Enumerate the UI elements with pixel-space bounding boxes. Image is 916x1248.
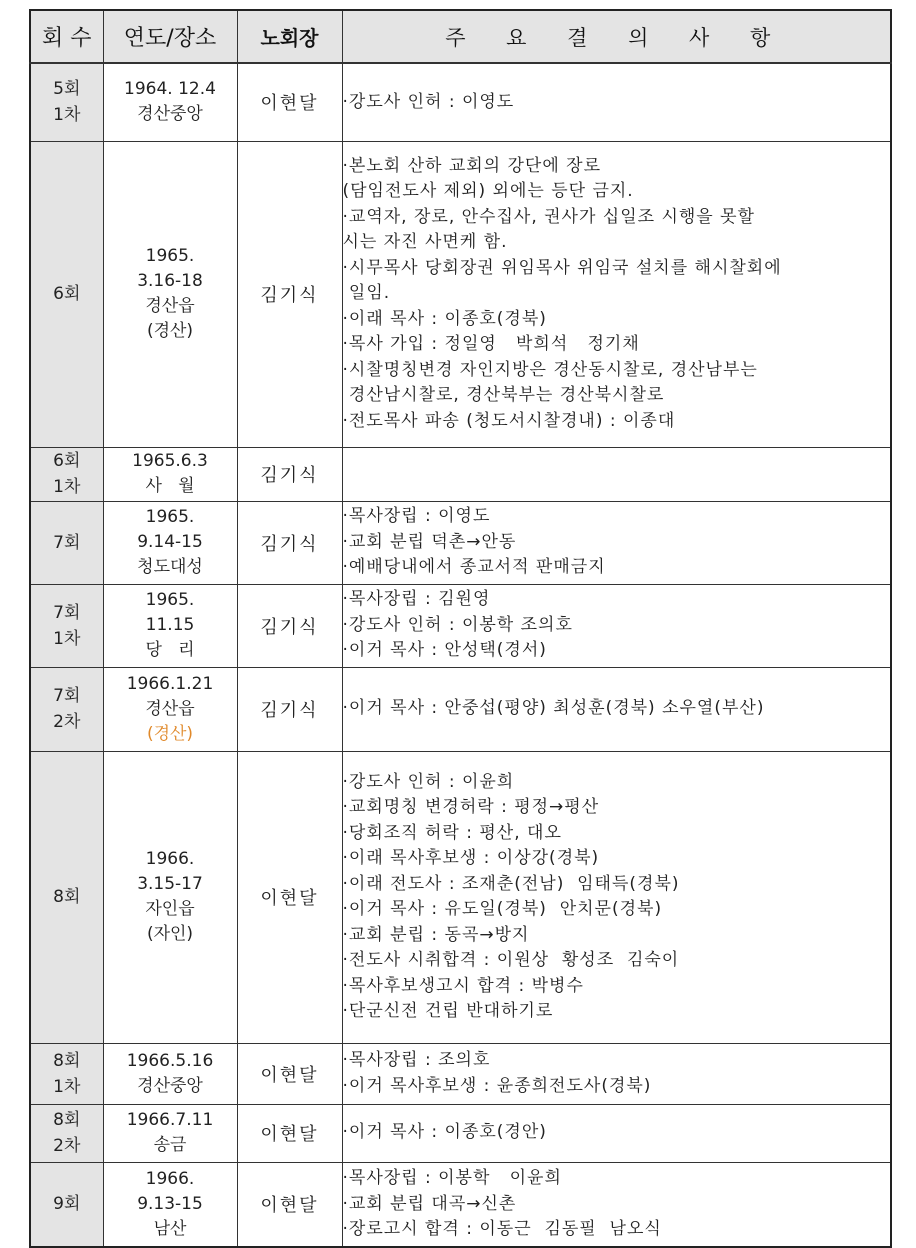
session-sub: 1차 xyxy=(53,628,81,649)
host-cell: 김기식 xyxy=(237,667,342,751)
decision-item: ·장로고시 합격 : 이동근 김동필 남오식 xyxy=(342,1219,662,1239)
host-cell: 김기식 xyxy=(237,141,342,447)
session-cell xyxy=(30,584,103,667)
host-cell: 김기식 xyxy=(237,584,342,667)
session-sub: 2차 xyxy=(53,712,81,732)
table-row xyxy=(30,1162,891,1247)
decision-item: ·강도사 인허 : 이봉학 조의호 xyxy=(342,614,573,635)
date-place-cell xyxy=(103,63,237,141)
date-range-text: 9.13-15 xyxy=(137,1193,203,1214)
decision-item: ·이거 목사 : 안중섭(평양) 최성훈(경북) 소우열(부산) xyxy=(342,698,765,719)
session-cell xyxy=(30,1162,103,1247)
date-text: 1965. xyxy=(145,507,195,527)
date-text: 1966. xyxy=(145,1168,195,1189)
session-cell xyxy=(30,447,103,501)
place-text: 자인읍 xyxy=(145,899,195,919)
decisions-cell xyxy=(342,584,891,667)
session-number: 8회 xyxy=(53,887,81,907)
place-text: 경산읍 xyxy=(145,698,195,719)
host-cell: 이현달 xyxy=(237,1043,342,1104)
decision-item: (담임전도사 제외) 외에는 등단 금지. xyxy=(342,181,634,202)
place-text: 경산중앙 xyxy=(137,104,203,125)
decision-item: ·당회조직 허락 : 평산, 대오 xyxy=(342,822,562,843)
date-text: 1965.6.3 xyxy=(132,451,208,471)
table-row xyxy=(30,584,891,667)
decision-item: ·이거 목사 : 유도일(경북) 안치문(경북) xyxy=(342,899,663,919)
session-cell xyxy=(30,751,103,1043)
date-range-text: 11.15 xyxy=(145,615,195,635)
place-text: 송금 xyxy=(153,1135,187,1155)
place-text: 당 리 xyxy=(145,640,195,660)
council-records-table xyxy=(29,9,892,1248)
date-text: 1965. xyxy=(145,246,195,266)
decision-item: ·이거 목사후보생 : 윤종희전도사(경북) xyxy=(342,1075,652,1096)
date-text: 1964. 12.4 xyxy=(124,79,216,100)
place-text: 사 월 xyxy=(145,476,195,496)
header-decisions: 주 요 결 의 사 항 xyxy=(342,10,891,63)
host-cell: 김기식 xyxy=(237,447,342,501)
place-text: 청도대성 xyxy=(137,557,203,577)
date-place-cell xyxy=(103,501,237,584)
host-cell: 이현달 xyxy=(237,1104,342,1162)
date-place-cell xyxy=(103,1043,237,1104)
decision-item: ·시무목사 당회장권 위임목사 위임국 설치를 해시찰회에 xyxy=(342,257,782,278)
decision-item: ·목사 가입 : 정일영 박희석 정기채 xyxy=(342,334,640,355)
decisions-cell xyxy=(342,1104,891,1162)
session-cell xyxy=(30,141,103,447)
session-number: 7회 xyxy=(53,602,81,623)
place-note-text: (경산) xyxy=(146,321,194,341)
host-cell: 이현달 xyxy=(237,63,342,141)
date-text: 1966. xyxy=(145,849,195,869)
session-number: 8회 xyxy=(53,1050,81,1071)
host-cell: 김기식 xyxy=(237,501,342,584)
session-number: 6회 xyxy=(53,451,81,471)
decisions-cell xyxy=(342,667,891,751)
decisions-cell xyxy=(342,1043,891,1104)
date-range-text: 9.14-15 xyxy=(137,532,203,552)
place-note-text: (자인) xyxy=(146,924,194,944)
table-row xyxy=(30,1104,891,1162)
table-row xyxy=(30,667,891,751)
session-sub: 1차 xyxy=(53,1076,81,1097)
decision-item: ·강도사 인허 : 이윤희 xyxy=(342,771,515,792)
session-number: 7회 xyxy=(53,686,81,706)
decisions-cell xyxy=(342,141,891,447)
decision-item: ·전도목사 파송 (청도서시찰경내) : 이종대 xyxy=(342,410,676,431)
date-text: 1965. xyxy=(145,590,195,610)
session-number: 8회 xyxy=(53,1110,81,1130)
decision-item: 경산남시찰로, 경산북부는 경산북시찰로 xyxy=(342,385,665,406)
session-sub: 2차 xyxy=(53,1136,81,1156)
decision-item: ·시찰명칭변경 자인지방은 경산동시찰로, 경산남부는 xyxy=(342,359,758,380)
decision-item: ·단군신전 건립 반대하기로 xyxy=(342,1001,554,1021)
decisions-cell xyxy=(342,751,891,1043)
date-text: 1966.1.21 xyxy=(126,673,214,694)
decisions-cell xyxy=(342,63,891,141)
date-text: 1966.5.16 xyxy=(126,1050,214,1071)
decision-item: ·이거 목사 : 이종호(경안) xyxy=(342,1122,547,1143)
session-cell xyxy=(30,1043,103,1104)
header-host: 노회장 xyxy=(237,10,342,63)
header-session: 회 수 xyxy=(30,10,103,63)
decision-item: ·예배당내에서 종교서적 판매금지 xyxy=(342,557,606,578)
session-number: 9회 xyxy=(53,1194,81,1215)
table-row xyxy=(30,1043,891,1104)
decision-item: 시는 자진 사면케 함. xyxy=(342,232,508,253)
decision-item: ·이래 목사 : 이종호(경북) xyxy=(342,308,547,329)
decision-item: ·이거 목사 : 안성택(경서) xyxy=(342,640,547,661)
date-place-cell xyxy=(103,584,237,667)
decision-item: ·목사장립 : 조의호 xyxy=(342,1050,491,1070)
date-range-text: 3.16-18 xyxy=(137,271,203,291)
place-text: 남산 xyxy=(153,1218,187,1239)
host-cell: 이현달 xyxy=(237,751,342,1043)
session-number: 6회 xyxy=(53,284,81,304)
session-cell xyxy=(30,667,103,751)
decision-item: ·교역자, 장로, 안수집사, 권사가 십일조 시행을 못할 xyxy=(342,206,755,227)
date-place-cell xyxy=(103,1162,237,1247)
table-header-row xyxy=(30,10,891,63)
table-row xyxy=(30,447,891,501)
decision-item: ·전도사 시취합격 : 이원상 황성조 김숙이 xyxy=(342,950,680,970)
decisions-cell-empty xyxy=(342,447,891,501)
date-range-text: 3.15-17 xyxy=(137,874,203,894)
date-place-cell xyxy=(103,667,237,751)
table-row xyxy=(30,141,891,447)
table-row xyxy=(30,751,891,1043)
decision-item: ·교회 분립 덕촌→안동 xyxy=(342,531,517,552)
decision-item: ·교회 분립 대곡→신촌 xyxy=(342,1193,517,1214)
date-text: 1966.7.11 xyxy=(126,1110,214,1130)
place-text: 경산읍 xyxy=(145,296,195,316)
host-cell: 이현달 xyxy=(237,1162,342,1247)
decision-item: ·교회명칭 변경허락 : 평정→평산 xyxy=(342,797,600,817)
decision-item: ·강도사 인허 : 이영도 xyxy=(342,91,515,112)
decision-item: ·목사장립 : 김원영 xyxy=(342,589,491,610)
session-cell xyxy=(30,63,103,141)
decision-item: 일임. xyxy=(342,283,391,304)
decision-item: ·이래 전도사 : 조재춘(전남) 임태득(경북) xyxy=(342,873,680,894)
session-number: 5회 xyxy=(53,79,81,100)
session-cell xyxy=(30,501,103,584)
decision-item: ·목사장립 : 이봉학 이윤희 xyxy=(342,1168,562,1188)
decision-item: ·이래 목사후보생 : 이상강(경북) xyxy=(342,848,600,868)
session-number: 7회 xyxy=(53,532,81,553)
place-text: 경산중앙 xyxy=(137,1075,203,1096)
decision-item: ·교회 분립 : 동곡→방지 xyxy=(342,924,530,945)
date-place-cell xyxy=(103,751,237,1043)
decision-item: ·목사후보생고시 합격 : 박병수 xyxy=(342,975,584,996)
session-sub: 1차 xyxy=(53,477,81,497)
decision-item: ·목사장립 : 이영도 xyxy=(342,506,491,527)
decisions-cell xyxy=(342,1162,891,1247)
session-cell xyxy=(30,1104,103,1162)
header-date-place: 연도/장소 xyxy=(103,10,237,63)
session-sub: 1차 xyxy=(53,105,81,126)
table-row xyxy=(30,501,891,584)
date-place-cell xyxy=(103,447,237,501)
decision-item: ·본노회 산하 교회의 강단에 장로 xyxy=(342,155,602,176)
date-place-cell xyxy=(103,141,237,447)
date-place-cell xyxy=(103,1104,237,1162)
decisions-cell xyxy=(342,501,891,584)
place-note-text-highlighted: (경산) xyxy=(146,723,194,744)
table-row xyxy=(30,63,891,141)
